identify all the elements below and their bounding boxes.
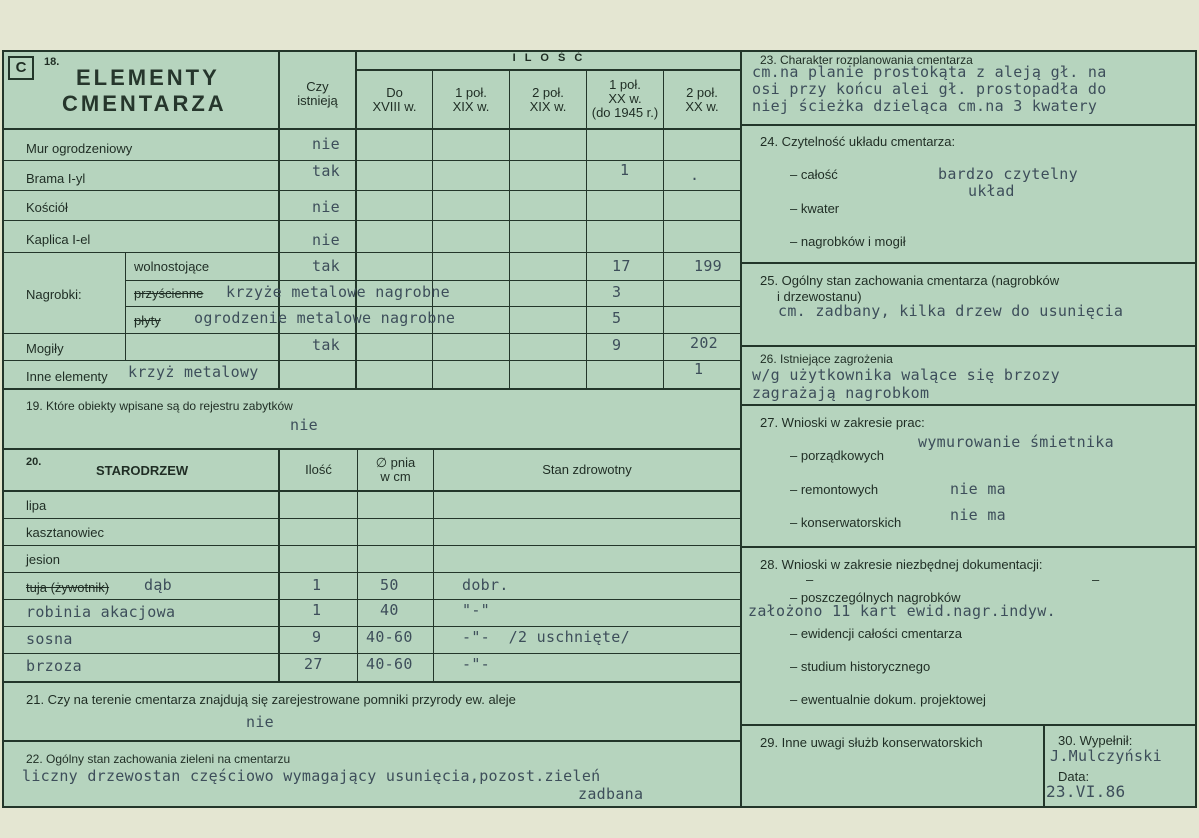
s18-title-1: ELEMENTY (76, 65, 220, 90)
row-exists: nie (312, 231, 340, 249)
nagrobki-sub1-d4: 17 (612, 257, 631, 275)
s18-title-2: CMENTARZA (62, 91, 227, 116)
nagrobki-sub3-value: ogrodzenie metalowe nagrobne (194, 309, 456, 327)
tree-fi: 40-60 (366, 628, 413, 646)
tree-ilosc: 1 (312, 576, 322, 594)
s28-item-4: – ewentualnie dokum. projektowej (790, 692, 986, 707)
tree-fi: 50 (380, 576, 399, 594)
tree-species: lipa (26, 498, 47, 513)
s19-label: 19. Które obiekty wpisane są do rejestru zabytków (26, 399, 293, 413)
s20-col-fi: ∅ pnia w cm (375, 455, 416, 484)
tree-species: kasztanowiec (26, 525, 105, 540)
s22-value-1: liczny drzewostan częściowo wymagający usunięcia,pozost.zieleń (22, 767, 601, 785)
col-d3-header: 2 poł. XIX w. (529, 85, 567, 114)
s21-bottom (2, 740, 742, 742)
s27-value-1: wymurowanie śmietnika (918, 433, 1114, 451)
s26-value-1: w/g użytkownika walące się brzozy (752, 366, 1060, 384)
s20-v3 (433, 448, 434, 681)
s24-value-2: układ (968, 182, 1015, 200)
ilosc-header: I L O Ś Ć (512, 52, 586, 64)
row-d4: 1 (620, 161, 630, 179)
s28-dash: – (806, 572, 814, 587)
row-label: Kościół (26, 200, 68, 215)
s24-item-2: – kwater (790, 201, 840, 216)
s18-r5 (125, 280, 742, 281)
s20-r1 (2, 518, 742, 519)
tree-ilosc: 9 (312, 628, 322, 646)
s24-item-3: – nagrobków i mogił (790, 234, 906, 249)
s18-r3 (2, 220, 742, 221)
mogily-d5: 202 (690, 334, 718, 352)
s28-item-2: – ewidencji całości cmentarza (790, 626, 962, 641)
s23-line-3: niej ścieżka dzieląca cm.na 3 kwatery (752, 97, 1098, 115)
s20-r3 (2, 572, 742, 573)
s20-r4 (2, 599, 742, 600)
s25-value: cm. zadbany, kilka drzew do usunięcia (778, 302, 1124, 320)
s23-line-1: cm.na planie prostokąta z aleją gł. na (752, 63, 1107, 81)
s27-item-2: – remontowych (790, 482, 879, 497)
s29-label: 29. Inne uwagi służb konserwatorskich (760, 735, 983, 750)
s27-item-1: – porządkowych (790, 448, 884, 463)
inne-label: Inne elementy (26, 369, 108, 384)
s26-bottom (740, 404, 1197, 406)
s30-label: 30. Wypełnił: (1058, 733, 1133, 748)
s20-r6 (2, 653, 742, 654)
s20-r2 (2, 545, 742, 546)
row-d5: . (690, 166, 700, 184)
row-label: Brama I-yl (26, 171, 86, 186)
s30-date-label: Data: (1058, 769, 1090, 784)
mogily-exists: tak (312, 336, 340, 354)
s19-value: nie (290, 416, 318, 434)
tree-stan: -"- (462, 655, 490, 673)
col-d4-header: 1 poł. XX w. (do 1945 r.) (591, 77, 659, 120)
s23-bottom (740, 124, 1197, 126)
s18-v4 (509, 69, 510, 388)
s20-number: 20. (26, 456, 42, 468)
frame-right (1195, 50, 1197, 808)
nagrobki-sub3: płyty (134, 313, 161, 328)
s20-col-stan: Stan zdrowotny (542, 462, 632, 477)
s24-label: 24. Czytelność układu cmentarza: (760, 134, 956, 149)
s20-bottom (2, 681, 742, 683)
s25-label-2: i drzewostanu) (777, 289, 862, 304)
nagrobki-sub2-d4: 3 (612, 283, 622, 301)
s18-r6 (125, 306, 742, 307)
s22-label: 22. Ogólny stan zachowania zieleni na cmentarzu (26, 752, 291, 766)
s30-date: 23.VI.86 (1046, 782, 1126, 801)
background-bottom (0, 808, 1199, 838)
s18-bottom (2, 388, 742, 390)
s27-item-3: – konserwatorskich (790, 515, 902, 530)
col-d1-header: Do XVIII w. (372, 85, 417, 114)
mogily-d4: 9 (612, 336, 622, 354)
mogily-label: Mogiły (26, 341, 64, 356)
s22-value-2: zadbana (578, 785, 644, 803)
s28-item-1: – poszczególnych nagrobków (790, 590, 961, 605)
main-divider (740, 50, 742, 808)
inne-value: krzyż metalowy (128, 363, 259, 381)
nagrobki-sub2-value: krzyże metalowe nagrobne (226, 283, 450, 301)
s26-label: 26. Istniejące zagrożenia (760, 352, 893, 366)
s18-v6 (663, 69, 664, 388)
s30-name: J.Mulczyński (1050, 747, 1162, 765)
s20-r5 (2, 626, 742, 627)
s27-bottom (740, 546, 1197, 548)
nagrobki-sub1: wolnostojące (134, 259, 210, 274)
row-label: Kaplica I-el (26, 232, 91, 247)
col-exists-header: Czy istnieją (297, 79, 338, 108)
s28-item-3: – studium historycznego (790, 659, 931, 674)
s27-value-2: nie ma (950, 480, 1006, 498)
nagrobki-sub3-d4: 5 (612, 309, 622, 327)
s20-v1 (278, 448, 280, 681)
s28-label: 28. Wnioski w zakresie niezbędnej dokumentacji: (760, 557, 1043, 572)
col-d2-header: 1 poł. XIX w. (452, 85, 490, 114)
col-d5-header: 2 poł. XX w. (685, 85, 719, 114)
tree-stan: "-" (462, 601, 490, 619)
s18-nagrobki-v (125, 253, 126, 361)
s20-col-ilosc: Ilość (305, 462, 332, 477)
s18-r2 (2, 190, 742, 191)
s20-header-bottom (2, 490, 742, 492)
frame-bottom (2, 806, 1197, 808)
s26-value-2: zagrażają nagrobkom (752, 384, 930, 402)
s19-bottom (2, 448, 742, 450)
tree-species-printed: tuja (żywotnik) (26, 580, 110, 595)
tree-species: robinia akacjowa (26, 603, 176, 621)
nagrobki-sub1-d5: 199 (694, 257, 722, 275)
s18-number: 18. (44, 56, 60, 68)
row-exists: tak (312, 162, 340, 180)
s28-value-1: założono 11 kart ewid.nagr.indyw. (748, 602, 1056, 620)
section-letter-box: C (8, 56, 34, 80)
s23-line-2: osi przy końcu alei gł. prostopadła do (752, 80, 1107, 98)
background-top (0, 0, 1199, 50)
tree-ilosc: 27 (304, 655, 323, 673)
s29-divider (1043, 724, 1045, 808)
row-exists: nie (312, 135, 340, 153)
s21-label: 21. Czy na terenie cmentarza znajdują się zarejestrowane pomniki przyrody ew. aleje (26, 692, 516, 707)
s18-r7 (2, 333, 742, 334)
tree-species: brzoza (26, 657, 82, 675)
s27-label: 27. Wnioski w zakresie prac: (760, 415, 925, 430)
nagrobki-sub2: przyścienne (134, 286, 204, 301)
s24-bottom (740, 262, 1197, 264)
tree-ilosc: 1 (312, 601, 322, 619)
tree-species: dąb (144, 576, 172, 594)
tree-fi: 40 (380, 601, 399, 619)
row-exists: nie (312, 198, 340, 216)
row-label: Mur ogrodzeniowy (26, 141, 133, 156)
s28-bottom (740, 724, 1197, 726)
nagrobki-label: Nagrobki: (26, 287, 82, 302)
frame-left (2, 50, 4, 808)
s18-v3 (432, 69, 433, 388)
s20-title: STARODRZEW (96, 463, 189, 478)
s25-bottom (740, 345, 1197, 347)
ilosc-line (357, 69, 741, 71)
s28-dash: – (1092, 572, 1100, 587)
s24-item-1: – całość (790, 167, 838, 182)
s18-r4 (2, 252, 742, 253)
s25-label-1: 25. Ogólny stan zachowania cmentarza (nagrobków (760, 273, 1060, 288)
tree-species: jesion (26, 552, 60, 567)
tree-fi: 40-60 (366, 655, 413, 673)
inne-d5: 1 (694, 360, 704, 378)
nagrobki-sub1-exists: tak (312, 257, 340, 275)
s21-value: nie (246, 713, 274, 731)
s18-r1 (2, 160, 742, 161)
tree-species: sosna (26, 630, 73, 648)
s18-r8 (2, 360, 742, 361)
s18-header-bottom (2, 128, 742, 130)
s24-value-1: bardzo czytelny (938, 165, 1078, 183)
tree-stan: dobr. (462, 576, 509, 594)
s27-value-3: nie ma (950, 506, 1006, 524)
tree-stan: -"- /2 uschnięte/ (462, 628, 630, 646)
s23-label: 23. Charakter rozplanowania cmentarza (760, 53, 973, 67)
